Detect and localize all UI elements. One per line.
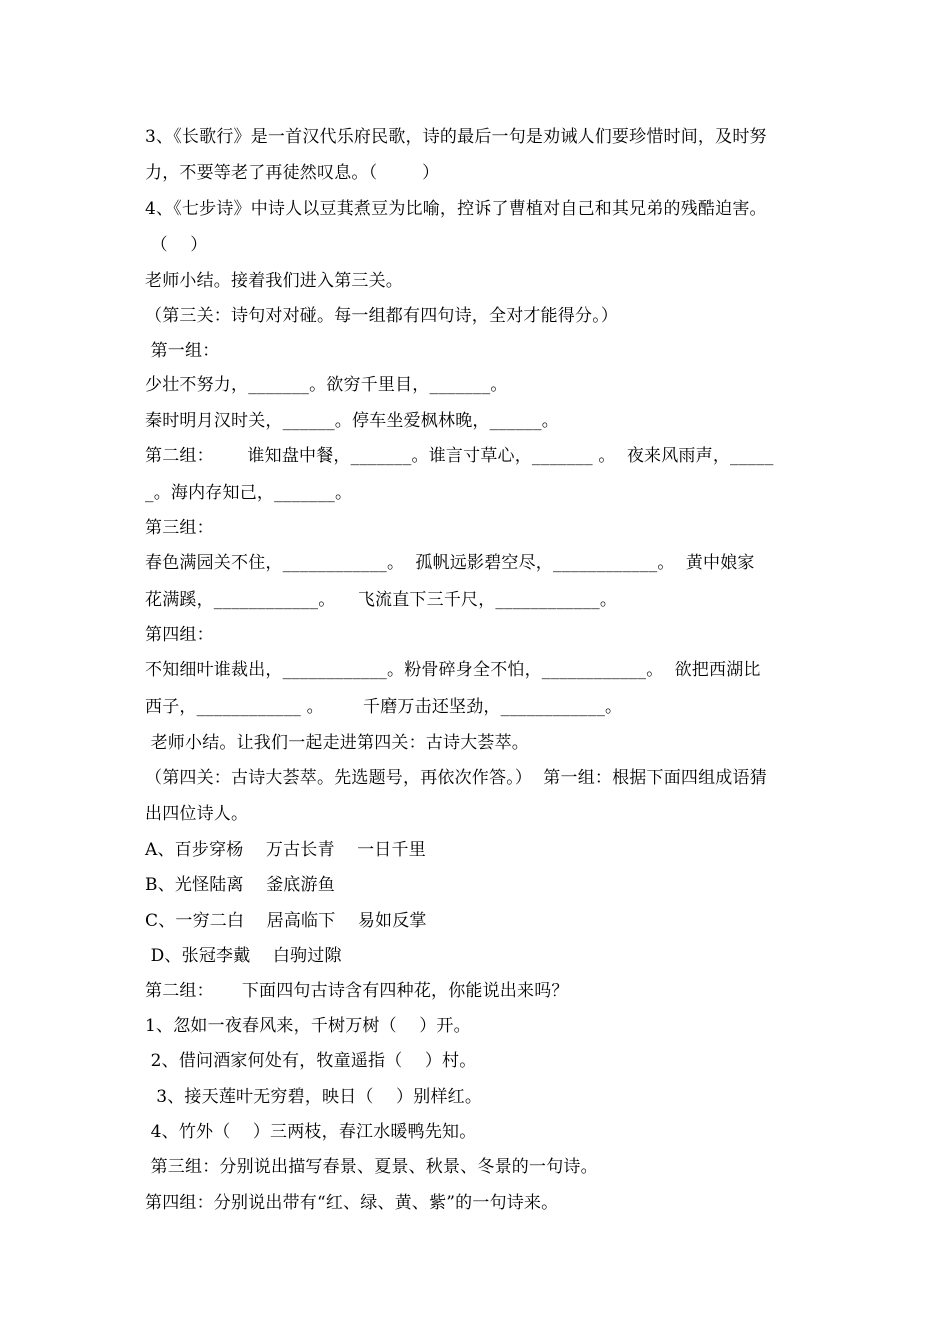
text-line: （ ） [145, 235, 208, 255]
text-line: 第三组： [145, 518, 214, 538]
text-line: 第三组：分别说出描写春景、夏景、秋景、冬景的一句诗。 [145, 1157, 598, 1177]
text-line: 第四组：分别说出带有“红、绿、黄、紫”的一句诗来。 [145, 1193, 559, 1213]
text-line: 花满蹊，____________。 飞流直下三千尺，____________。 [145, 590, 618, 610]
text-line: （第四关：古诗大荟萃。先选题号，再依次作答。） 第一组：根据下面四组成语猜 [145, 768, 767, 788]
text-line: 4、《七步诗》中诗人以豆萁煮豆为比喻，控诉了曹植对自己和其兄弟的残酷迫害。 [145, 199, 767, 219]
text-line: A、百步穿杨 万古长青 一日千里 [145, 840, 426, 860]
text-line: 2、借问酒家何处有，牧童遥指（ ）村。 [145, 1051, 477, 1071]
text-line: _。海内存知己，_______。 [145, 483, 353, 503]
text-line: 4、竹外（ ）三两枝，春江水暖鸭先知。 [145, 1122, 477, 1142]
text-line: 春色满园关不住，____________。 孤帆远影碧空尽，____________。 黄中娘家 [145, 553, 755, 573]
text-line: 秦时明月汉时关，______。停车坐爱枫林晚，______。 [145, 411, 559, 431]
text-line: C、一穷二白 居高临下 易如反掌 [145, 911, 427, 931]
text-line: B、光怪陆离 釜底游鱼 [145, 875, 335, 895]
text-line: 1、忽如一夜春风来，千树万树（ ）开。 [145, 1016, 471, 1036]
text-line: 力，不要等老了再徒然叹息。（ ） [145, 163, 440, 183]
text-line: 3、《长歌行》是一首汉代乐府民歌，诗的最后一句是劝诫人们要珍惜时间，及时努 [145, 127, 767, 147]
text-line: 出四位诗人。 [145, 804, 249, 824]
text-line: 第四组： [145, 625, 214, 645]
text-line: 老师小结。让我们一起走进第四关：古诗大荟萃。 [145, 733, 530, 753]
text-line: 西子，____________ 。 千磨万击还坚劲，____________。 [145, 697, 623, 717]
text-line: 少壮不努力，_______。欲穷千里目，_______。 [145, 375, 508, 395]
text-line: 3、接天莲叶无穷碧，映日（ ）别样红。 [145, 1087, 483, 1107]
text-line: D、张冠李戴 白驹过隙 [145, 946, 342, 966]
text-line: 不知细叶谁裁出，____________。粉骨碎身全不怕，____________。 欲把西湖比 [145, 660, 761, 680]
text-line: 老师小结。接着我们进入第三关。 [145, 271, 403, 291]
text-line: 第二组： 谁知盘中餐，_______。谁言寸草心，_______ 。 夜来风雨声，_____ [145, 446, 774, 466]
text-line: （第三关：诗句对对碰。每一组都有四句诗，全对才能得分。） [145, 306, 619, 326]
text-line: 第一组： [145, 341, 220, 361]
text-line: 第二组： 下面四句古诗含有四种花，你能说出来吗？ [145, 981, 569, 1001]
